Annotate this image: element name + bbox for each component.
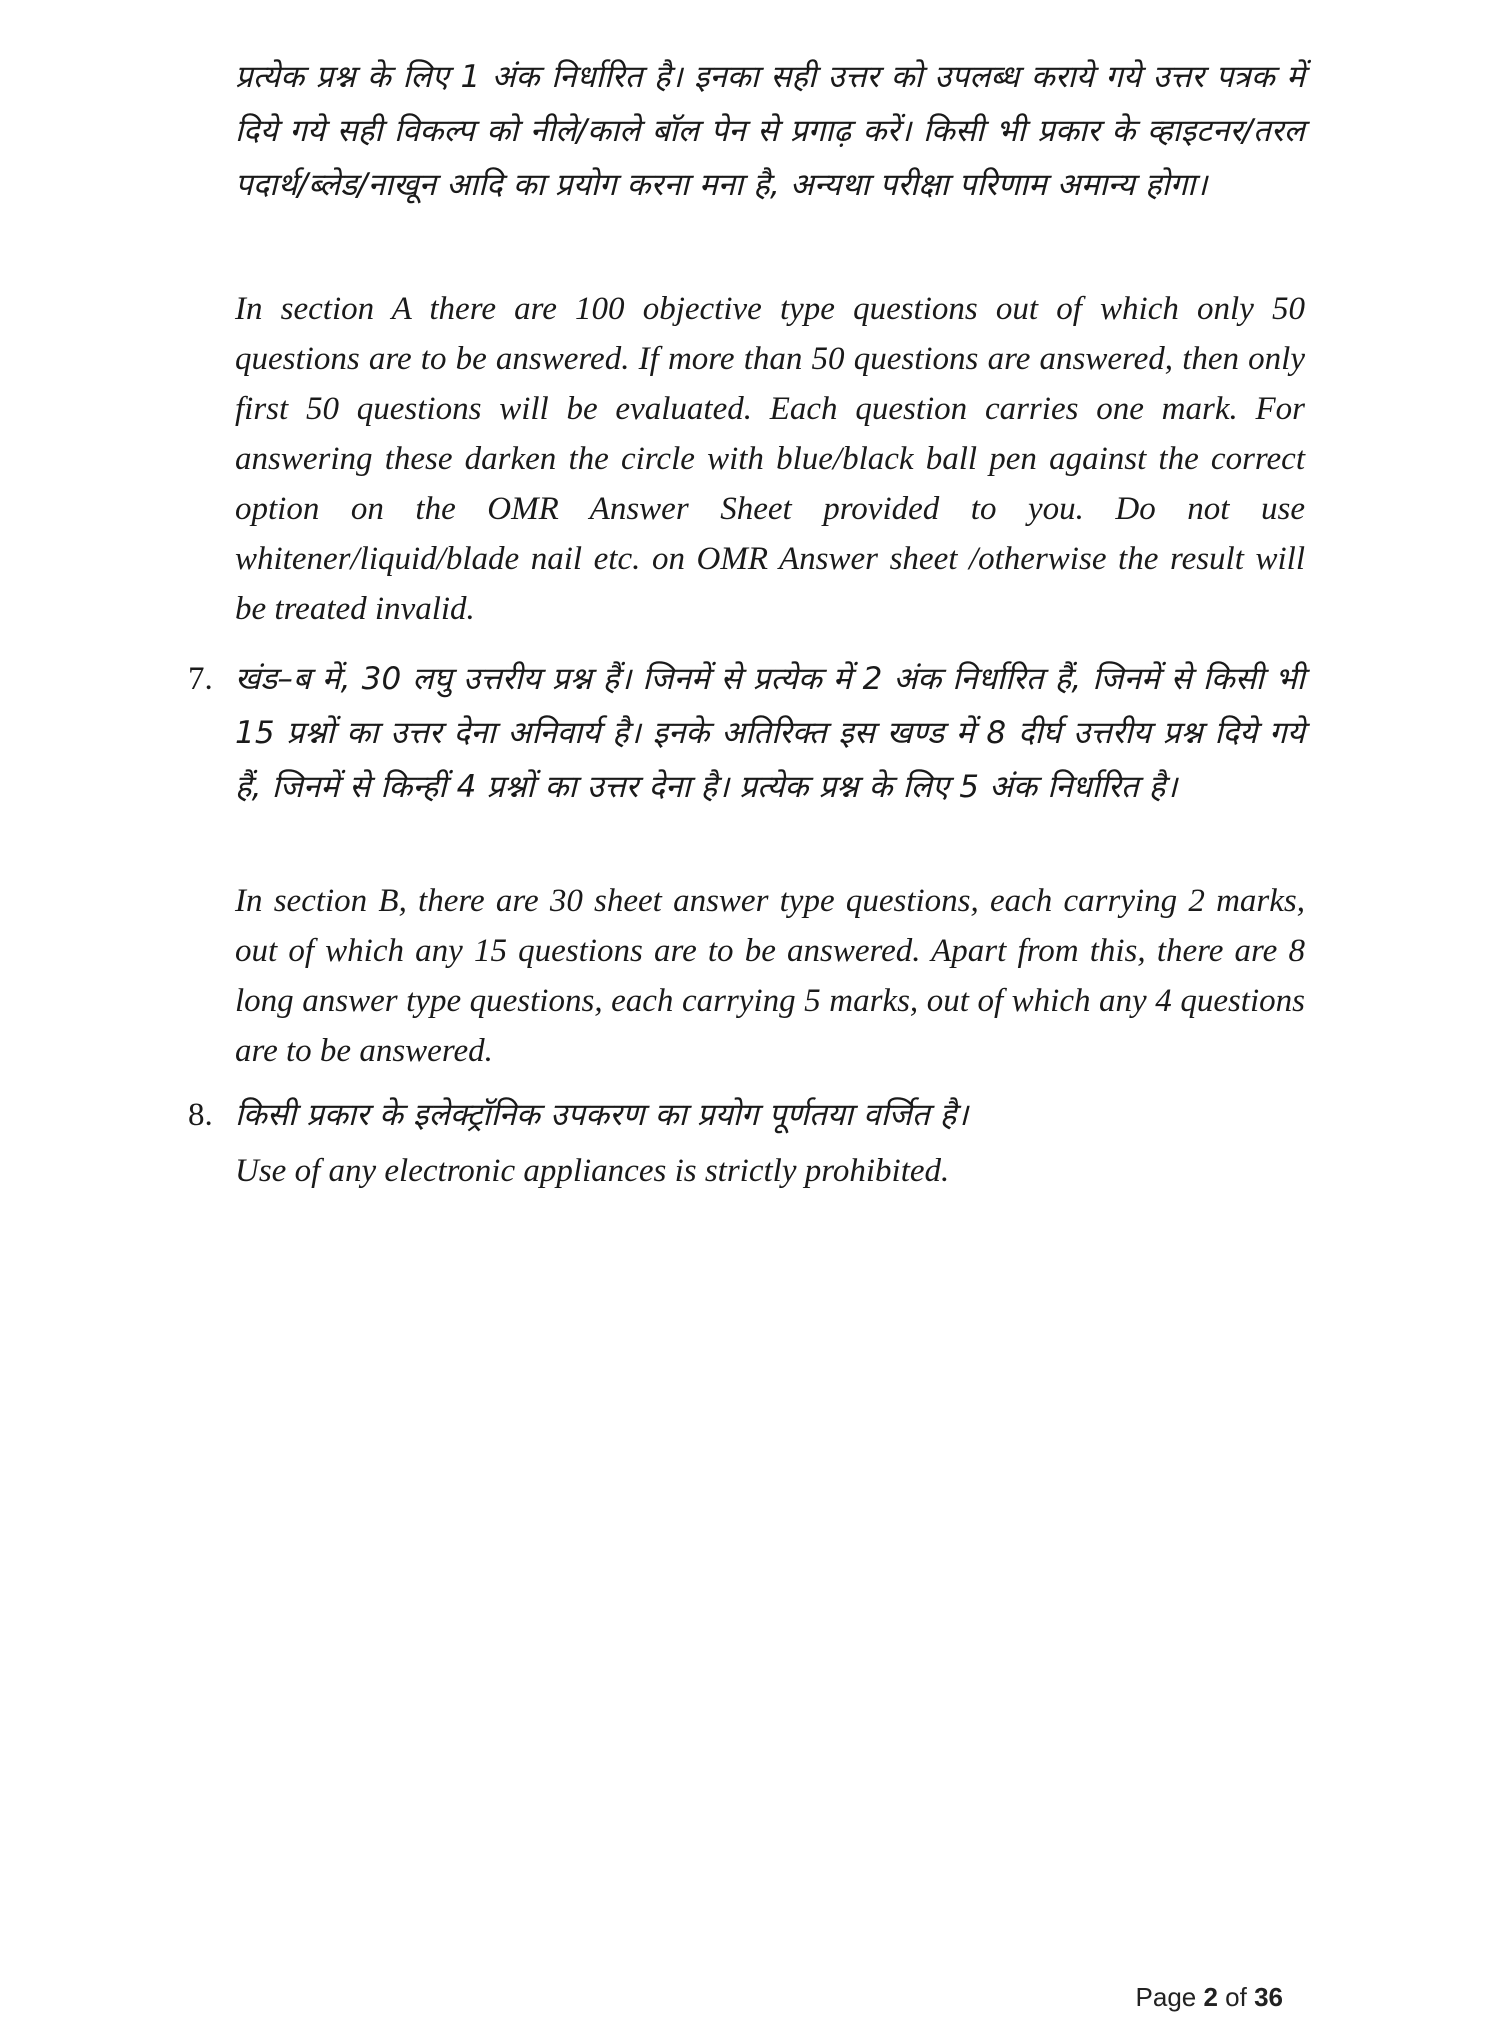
item-7-number: 7.: [188, 661, 213, 697]
item-8-number: 8.: [188, 1097, 213, 1133]
instruction-7-hindi: खंड–ब में, 30 लघु उत्तरीय प्रश्न हैं। जिनमें से प्रत्येक में 2 अंक निर्धारित हैं, जिनमें से किसी भी 15 प्रश्नों का उत्तर देना अनिवार्य है। इनके अतिरिक्त इस खण्ड में 8 दीर्घ उत्तरीय प्रश्न दिये गये हैं, जिनमें से किन्हीं 4 प्रश्नों का उत्तर देना है। प्रत्येक प्रश्न के लिए 5 अंक निर्धारित है।: [235, 661, 1305, 805]
instruction-6-english: In section A there are 100 objective type questions out of which only 50 questions are to be answered. If more than 50 questions are answered, then only first 50 questions will be evaluated. Each question carries one mark. For answering these darken the circle with blue/black ball pen against the correct option on the OMR Answer Sheet provided to you. Do not use whitener/liquid/blade nail etc. on OMR Answer sheet /otherwise the result will be treated invalid.: [235, 291, 1305, 627]
page-number-middle: of: [1217, 1982, 1255, 2012]
page-number-current: 2: [1203, 1982, 1218, 2012]
page-number-prefix: Page: [1135, 1982, 1204, 2012]
instruction-8-english: Use of any electronic appliances is strictly prohibited.: [235, 1153, 950, 1189]
instruction-6-hindi-continued: प्रत्येक प्रश्न के लिए 1 अंक निर्धारित है। इनका सही उत्तर को उपलब्ध कराये गये उत्तर पत्रक में दिये गये सही विकल्प को नीले/काले बॉल पेन से प्रगाढ़ करें। किसी भी प्रकार के व्हाइटनर/तरल पदार्थ/ब्लेड/नाखून आदि का प्रयोग करना मना है, अन्यथा परीक्षा परिणाम अमान्य होगा।: [235, 59, 1305, 203]
page-number-total: 36: [1254, 1982, 1283, 2012]
instruction-8-hindi: किसी प्रकार के इलेक्ट्रॉनिक उपकरण का प्रयोग पूर्णतया वर्जित है।: [235, 1097, 969, 1133]
page-number: [1136, 1982, 1283, 2012]
instruction-7-english: In section B, there are 30 sheet answer type questions, each carrying 2 marks, out of which any 15 questions are to be answered. Apart from this, there are 8 long answer type questions, each carrying 5 marks, out of which any 4 questions are to be answered.: [235, 883, 1305, 1069]
